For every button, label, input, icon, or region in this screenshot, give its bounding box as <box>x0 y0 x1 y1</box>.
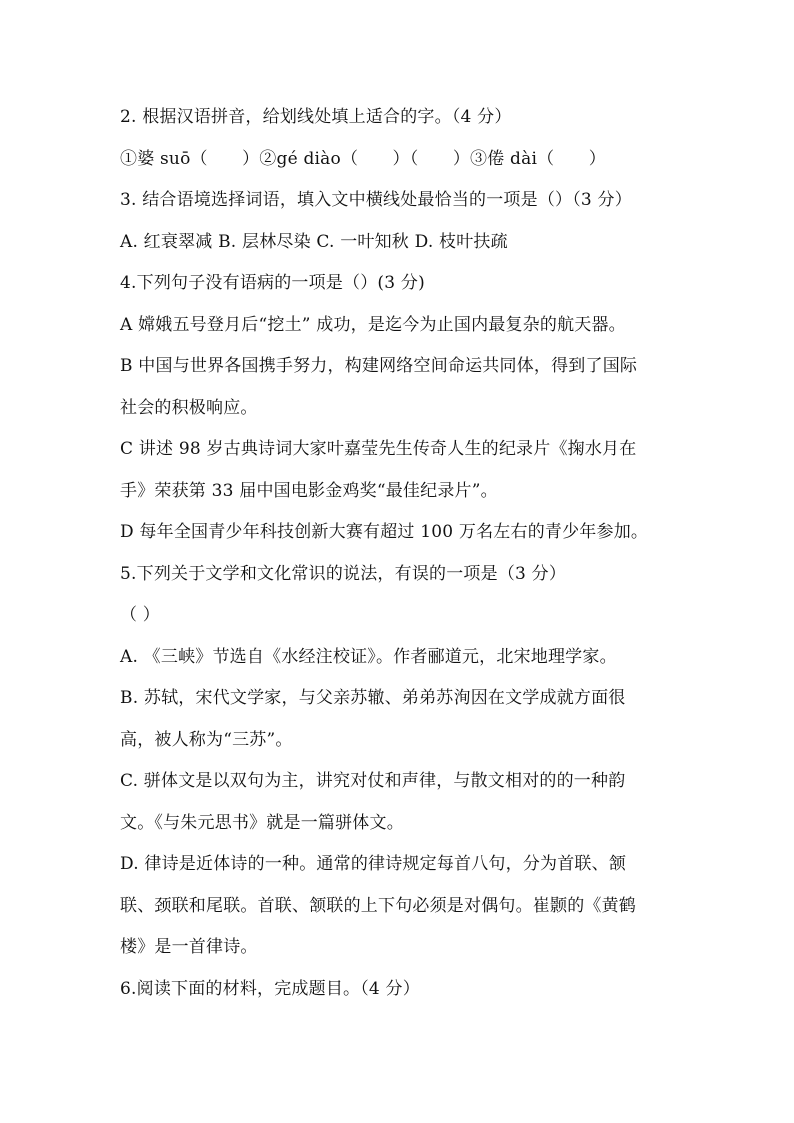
question-2-pinyin-items: ①婆 suō（ ）②gé diào（ ）（ ）③倦 dài（ ） <box>120 149 606 169</box>
question-5-option-b-line-2: 高，被人称为“三苏”。 <box>120 730 293 750</box>
question-2-prompt: 2. 根据汉语拼音，给划线处填上适合的字。（4 分） <box>120 107 512 127</box>
question-3-prompt: 3. 结合语境选择词语，填入文中横线处最恰当的一项是（）（3 分） <box>120 190 632 210</box>
question-5-option-c-line-1: C. 骈体文是以双句为主，讲究对仗和声律，与散文相对的的一种韵 <box>120 771 626 791</box>
question-5-option-a: A. 《三峡》节选自《水经注校证》。作者郦道元，北宋地理学家。 <box>120 647 617 667</box>
question-5-option-d-line-2: 联、颈联和尾联。首联、颔联的上下句必须是对偶句。崔颢的《黄鹤 <box>120 896 636 916</box>
question-4-option-b-line-1: B 中国与世界各国携手努力，构建网络空间命运共同体，得到了国际 <box>120 356 638 376</box>
question-5-answer-blank: （ ） <box>120 605 161 625</box>
question-4-option-c-line-1: C 讲述 98 岁古典诗词大家叶嘉莹先生传奇人生的纪录片《掬水月在 <box>120 439 637 459</box>
question-5-option-d-line-3: 楼》是一首律诗。 <box>120 937 258 957</box>
question-3-options: A. 红衰翠减 B. 层林尽染 C. 一叶知秋 D. 枝叶扶疏 <box>120 232 508 252</box>
question-4-option-b-line-2: 社会的积极响应。 <box>120 398 258 418</box>
question-6-prompt: 6.阅读下面的材料，完成题目。（4 分） <box>120 979 420 999</box>
question-4-option-a: A 嫦娥五号登月后“挖土” 成功，是迄今为止国内最复杂的航天器。 <box>120 315 626 335</box>
question-4-option-c-line-2: 手》荣获第 33 届中国电影金鸡奖“最佳纪录片”。 <box>120 481 498 501</box>
question-4-option-d: D 每年全国青少年科技创新大赛有超过 100 万名左右的青少年参加。 <box>120 522 649 542</box>
question-4-prompt: 4.下列句子没有语病的一项是（）(3 分) <box>120 273 425 293</box>
question-5-option-c-line-2: 文。《与朱元思书》就是一篇骈体文。 <box>120 813 404 833</box>
question-5-option-d-line-1: D. 律诗是近体诗的一种。通常的律诗规定每首八句，分为首联、颔 <box>120 854 627 874</box>
question-5-prompt: 5.下列关于文学和文化常识的说法，有误的一项是（3 分） <box>120 564 567 584</box>
question-5-option-b-line-1: B. 苏轼，宋代文学家，与父亲苏辙、弟弟苏洵因在文学成就方面很 <box>120 688 626 708</box>
